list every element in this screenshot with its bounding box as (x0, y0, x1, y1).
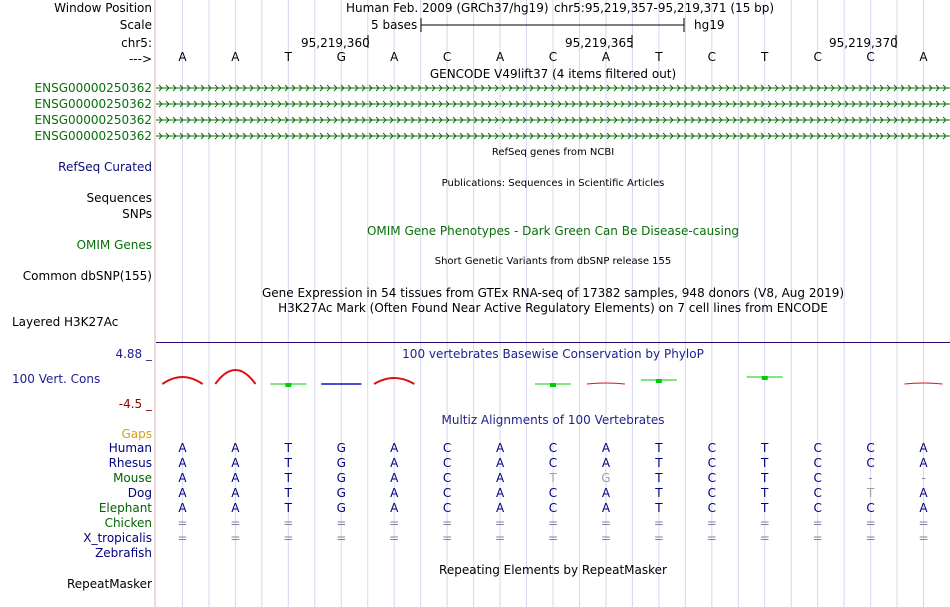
publications-title: Publications: Sequences in Scientific Articles (441, 178, 665, 189)
aligned-base: = (600, 516, 611, 530)
multiz-title: Multiz Alignments of 100 Vertebrates (441, 413, 665, 427)
cons-peak (904, 383, 942, 384)
aligned-base: A (231, 441, 240, 455)
aligned-base: = (389, 531, 400, 545)
aligned-base: C (707, 456, 716, 470)
aligned-base: G (336, 501, 346, 515)
aligned-base: = (918, 516, 929, 530)
aligned-base: A (178, 441, 187, 455)
species-label[interactable]: Human (108, 441, 152, 455)
tick-label-3: 95,219,370 (829, 36, 898, 50)
tick-label-2: 95,219,365 (565, 36, 634, 50)
aligned-base: = (336, 531, 347, 545)
aligned-base: T (761, 471, 769, 485)
repeatmasker-track-label[interactable]: RepeatMasker (66, 577, 152, 591)
repeatmasker-title: Repeating Elements by RepeatMasker (439, 563, 667, 577)
aligned-base: A (178, 501, 187, 515)
aligned-base: T (761, 441, 769, 455)
cons-green-block (285, 383, 291, 387)
aligned-base: A (919, 441, 928, 455)
base-letter: A (390, 50, 399, 64)
phylop-title: 100 vertebrates Basewise Conservation by PhyloP (402, 347, 704, 361)
aligned-base: T (655, 471, 663, 485)
aligned-base: A (390, 486, 399, 500)
aligned-base: G (336, 471, 346, 485)
aligned-base: = (336, 516, 347, 530)
aligned-base: = (177, 531, 188, 545)
gencode-track-label-2[interactable]: ENSG00000250362 (34, 97, 152, 111)
aligned-base: A (178, 456, 187, 470)
aligned-base: = (283, 531, 294, 545)
omim-track-label[interactable]: OMIM Genes (76, 238, 152, 252)
aligned-base: = (547, 516, 559, 530)
aligned-base: A (495, 501, 505, 515)
aligned-base: T (761, 456, 769, 470)
refseq-title: RefSeq genes from NCBI (491, 147, 615, 158)
aligned-base: = (495, 516, 506, 530)
aligned-base: A (495, 456, 505, 470)
scale-label: Scale (119, 18, 152, 32)
species-label[interactable]: Mouse (113, 471, 152, 485)
aligned-base: C (707, 486, 716, 500)
aligned-base: A (601, 486, 611, 500)
aligned-base: C (442, 501, 452, 515)
aligned-base: C (866, 441, 875, 455)
aligned-base: C (442, 441, 452, 455)
base-letter: C (707, 50, 716, 64)
aligned-base: A (390, 456, 399, 470)
gaps-track-label[interactable]: Gaps (121, 427, 152, 441)
cons-green-block (550, 383, 556, 387)
aligned-base: A (231, 456, 240, 470)
species-label[interactable]: Dog (127, 486, 152, 500)
tick-label-1: 95,219,360 (301, 36, 370, 50)
aligned-base: C (442, 486, 452, 500)
base-letter: A (919, 50, 928, 64)
aligned-base: - (868, 471, 873, 485)
aligned-base: A (178, 471, 187, 485)
aligned-base: C (442, 471, 452, 485)
position-readout: chr5:95,219,357-95,219,371 (15 bp) (554, 1, 775, 15)
aligned-base: C (813, 471, 822, 485)
aligned-base: G (336, 441, 346, 455)
aligned-base: C (813, 441, 822, 455)
refseq-track-label[interactable]: RefSeq Curated (58, 160, 152, 174)
aligned-base: = (547, 531, 559, 545)
aligned-base: G (336, 456, 346, 470)
aligned-base: C (866, 456, 875, 470)
aligned-base: = (442, 516, 453, 530)
cons-peak (374, 378, 414, 384)
aligned-base: = (759, 531, 770, 545)
aligned-base: T (761, 501, 769, 515)
aligned-base: C (813, 456, 822, 470)
aligned-base: C (813, 501, 822, 515)
aligned-base: A (390, 501, 399, 515)
window-position-label: Window Position (54, 1, 152, 15)
chr-label: chr5: (121, 36, 152, 50)
aligned-base: - (921, 471, 926, 485)
dbsnp-title: Short Genetic Variants from dbSNP release 155 (434, 256, 672, 267)
base-letter: T (284, 50, 292, 64)
species-label[interactable]: Rhesus (108, 456, 152, 470)
aligned-base: = (653, 516, 664, 530)
aligned-base: A (390, 441, 399, 455)
aligned-base: T (284, 486, 292, 500)
aligned-base: A (919, 456, 928, 470)
aligned-base: T (655, 441, 663, 455)
aligned-base: = (812, 531, 823, 545)
base-letter: C (548, 50, 558, 64)
species-label[interactable]: Zebrafish (95, 546, 152, 560)
gtex-title: Gene Expression in 54 tissues from GTEx RNA-seq of 17382 samples, 948 donors (V8, Aug 2019) (261, 286, 845, 300)
aligned-base: = (495, 531, 506, 545)
aligned-base: T (284, 441, 292, 455)
snps-track-label[interactable]: SNPs (122, 207, 152, 221)
aligned-base: = (812, 516, 823, 530)
aligned-base: A (601, 456, 611, 470)
aligned-base: A (919, 486, 928, 500)
aligned-base: T (761, 486, 769, 500)
cons-peak (587, 383, 625, 384)
base-letter: A (231, 50, 240, 64)
aligned-base: C (707, 471, 716, 485)
aligned-base: A (601, 501, 611, 515)
aligned-base: A (231, 486, 240, 500)
scale-db: hg19 (694, 18, 725, 32)
aligned-base: C (866, 501, 875, 515)
cons-green-block (762, 376, 768, 380)
aligned-base: A (495, 486, 505, 500)
aligned-base: C (548, 486, 558, 500)
assembly-title: Human Feb. 2009 (GRCh37/hg19) (346, 1, 549, 15)
aligned-base: C (548, 456, 558, 470)
aligned-base: A (231, 471, 240, 485)
h3k27ac-track-label[interactable]: Layered H3K27Ac (12, 315, 119, 329)
aligned-base: = (918, 531, 929, 545)
base-letter: C (813, 50, 822, 64)
base-letter: C (442, 50, 452, 64)
aligned-base: A (601, 441, 611, 455)
aligned-base: = (230, 516, 241, 530)
omim-title: OMIM Gene Phenotypes - Dark Green Can Be Disease-causing (366, 224, 740, 238)
scale-text: 5 bases (371, 18, 418, 32)
aligned-base: = (442, 531, 453, 545)
aligned-base: T (866, 486, 875, 500)
base-letter: A (178, 50, 187, 64)
gencode-track-label-4[interactable]: ENSG00000250362 (34, 129, 152, 143)
aligned-base: A (390, 471, 399, 485)
aligned-base: T (655, 456, 663, 470)
aligned-base: = (706, 531, 717, 545)
base-letter: A (601, 50, 611, 64)
gencode-track-label-3[interactable]: ENSG00000250362 (34, 113, 152, 127)
species-label[interactable]: Chicken (104, 516, 152, 530)
species-label[interactable]: Elephant (98, 501, 152, 515)
aligned-base: C (707, 441, 716, 455)
strand-arrow-label: ---> (128, 52, 152, 66)
sequences-track-label[interactable]: Sequences (86, 191, 152, 205)
aligned-base: = (865, 516, 876, 530)
aligned-base: = (389, 516, 400, 530)
aligned-base: = (177, 516, 188, 530)
aligned-base: A (495, 441, 505, 455)
h3k27ac-title: H3K27Ac Mark (Often Found Near Active Regulatory Elements) on 7 cell lines from ENCODE (278, 301, 828, 315)
aligned-base: T (284, 471, 292, 485)
aligned-base: = (600, 531, 611, 545)
aligned-base: A (919, 501, 928, 515)
aligned-base: T (284, 456, 292, 470)
species-label[interactable]: X_tropicalis (83, 531, 152, 545)
aligned-base: C (548, 501, 558, 515)
aligned-base: = (759, 516, 770, 530)
cons-peak (162, 377, 202, 384)
base-letter: A (495, 50, 505, 64)
aligned-base: T (549, 471, 557, 485)
aligned-base: = (865, 531, 876, 545)
aligned-base: A (495, 471, 505, 485)
aligned-base: C (442, 456, 452, 470)
base-letter: T (655, 50, 663, 64)
gencode-title: GENCODE V49lift37 (4 items filtered out) (429, 67, 677, 81)
aligned-base: G (601, 471, 611, 485)
aligned-base: = (230, 531, 241, 545)
base-letter: G (336, 50, 346, 64)
aligned-base: C (813, 486, 822, 500)
aligned-base: = (653, 531, 664, 545)
aligned-base: = (283, 516, 294, 530)
base-letter: T (761, 50, 769, 64)
gencode-track-label-1[interactable]: ENSG00000250362 (34, 81, 152, 95)
base-letter: C (866, 50, 875, 64)
cons-max-value: 4.88 _ (115, 347, 152, 361)
aligned-base: T (655, 486, 663, 500)
aligned-base: C (548, 441, 558, 455)
aligned-base: A (178, 486, 187, 500)
cons-min-value: -4.5 _ (118, 397, 152, 411)
cons-track-label[interactable]: 100 Vert. Cons (12, 372, 101, 386)
cons-green-block (656, 379, 662, 383)
aligned-base: C (707, 501, 716, 515)
dbsnp-track-label[interactable]: Common dbSNP(155) (22, 269, 152, 283)
aligned-base: T (655, 501, 663, 515)
aligned-base: T (284, 501, 292, 515)
cons-peak (215, 370, 255, 384)
aligned-base: G (336, 486, 346, 500)
aligned-base: = (706, 516, 717, 530)
aligned-base: A (231, 501, 240, 515)
